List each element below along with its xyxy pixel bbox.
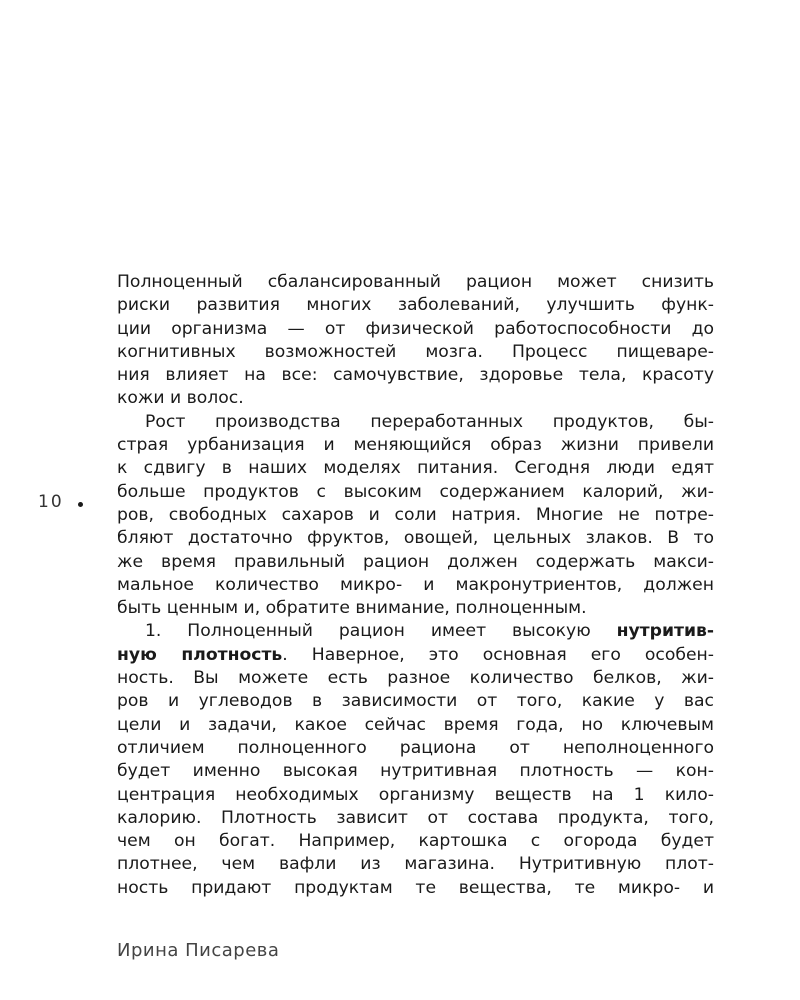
text-line: Рост производства переработанных продуктов, бы-	[145, 411, 714, 432]
text-line: отличием полноценного рациона от неполноценного	[117, 737, 714, 758]
text-line: кожи и волос.	[117, 388, 244, 409]
bold-term: ную плотность	[117, 644, 283, 665]
text-line: бляют достаточно фруктов, овощей, цельных злаков. В то	[117, 528, 714, 549]
bold-term: нутритив-	[616, 621, 714, 642]
text-line: когнитивных возможностей мозга. Процесс пищеваре-	[117, 341, 714, 362]
text-line: мальное количество микро- и макронутриентов, должен	[117, 574, 714, 595]
text-line: чем он богат. Например, картошка с огорода будет	[117, 831, 714, 852]
text-line: ния влияет на все: самочувствие, здоровье тела, красоту	[117, 365, 714, 386]
text-line: ров, свободных сахаров и соли натрия. Многие не потре-	[117, 504, 714, 525]
text-line: калорию. Плотность зависит от состава продукта, того,	[117, 807, 714, 828]
text-line	[117, 644, 714, 667]
page-number: 10	[38, 492, 64, 512]
text-line: же время правильный рацион должен содержать макси-	[117, 551, 714, 572]
text-line: ции организма — от физической работоспособности до	[117, 318, 714, 339]
body-text	[117, 271, 714, 900]
text-line: быть ценным и, обратите внимание, полноценным.	[117, 598, 587, 619]
text-line: риски развития многих заболеваний, улучшить функ-	[117, 295, 714, 316]
text-line: к сдвигу в наших моделях питания. Сегодня люди едят	[117, 458, 714, 479]
text-line: больше продуктов с высоким содержанием калорий, жи-	[117, 481, 714, 502]
text-line: ров и углеводов в зависимости от того, какие у вас	[117, 691, 714, 712]
text-line: Полноценный сбалансированный рацион может снизить	[117, 272, 714, 292]
text-fragment: . Наверное, это основная его особен-	[282, 644, 714, 665]
text-line: страя урбанизация и меняющийся образ жизни привели	[117, 435, 714, 456]
text-line: ность. Вы можете есть разное количество белков, жи-	[117, 668, 714, 689]
paragraph-3	[117, 620, 714, 900]
text-line: цели и задачи, какое сейчас время года, но ключевым	[117, 714, 714, 735]
text-line: плотнее, чем вафли из магазина. Нутритивную плот-	[117, 854, 714, 875]
paragraph-1	[117, 271, 714, 411]
text-line: ность придают продуктам те вещества, те микро- и	[117, 877, 714, 898]
page-number-bullet	[78, 502, 83, 507]
text-line	[117, 620, 714, 643]
author-footer: Ирина Писарева	[117, 940, 280, 961]
paragraph-2	[117, 411, 714, 621]
text-fragment: 1. Полноценный рацион имеет высокую	[145, 621, 617, 642]
text-line: будет именно высокая нутритивная плотность — кон-	[117, 761, 714, 782]
text-line: центрация необходимых организму веществ на 1 кило-	[117, 784, 714, 805]
